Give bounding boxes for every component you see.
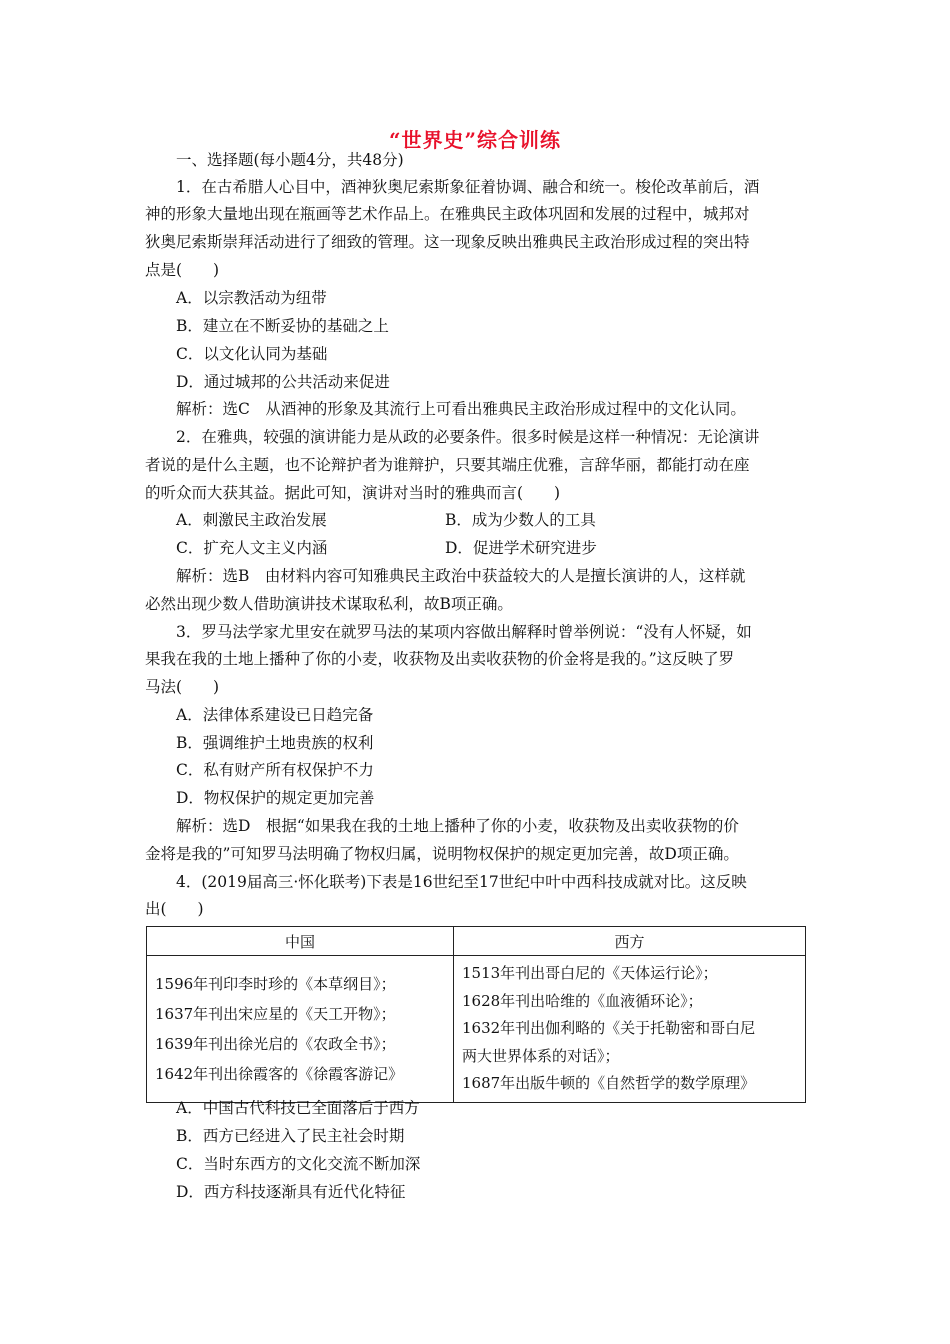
q1-option-d: D．通过城邦的公共活动来促进: [176, 373, 390, 391]
q3-analysis-line: 金将是我的”可知罗马法明确了物权归属，说明物权保护的规定更加完善，故D项正确。: [145, 845, 739, 863]
comparison-table: [146, 926, 806, 1103]
q4-option-b: B．西方已经进入了民主社会时期: [176, 1127, 405, 1145]
q1-option-c: C．以文化认同为基础: [176, 345, 328, 363]
section-heading: 一、选择题(每小题4分，共48分): [176, 151, 404, 169]
q1-option-a: A．以宗教活动为纽带: [176, 289, 327, 307]
table-row: [147, 956, 806, 1103]
q3-stem-line: 果我在我的土地上播种了你的小麦，收获物及出卖收获物的价金将是我的。”这反映了罗: [145, 650, 735, 668]
q4-option-a: A．中国古代科技已全面落后于西方: [176, 1099, 420, 1117]
q4-option-d: D．西方科技逐渐具有近代化特征: [176, 1183, 406, 1201]
table-header-row: [147, 927, 806, 956]
china-item: 1639年刊出徐光启的《农政全书》；: [155, 1034, 396, 1053]
q2-option-c: C．扩充人文主义内涵: [176, 539, 328, 557]
header-china: 中国: [147, 927, 454, 956]
q3-option-d: D．物权保护的规定更加完善: [176, 789, 375, 807]
page-title: “世界史”综合训练: [388, 128, 561, 152]
q1-option-b: B．建立在不断妥协的基础之上: [176, 317, 389, 335]
west-cell: [454, 956, 806, 1103]
q4-stem-line: 出( ): [145, 900, 204, 918]
q4-stem-line: 4．(2019届高三·怀化联考)下表是16世纪至17世纪中叶中西科技成就对比。这反映: [176, 873, 747, 891]
header-west: 西方: [454, 927, 806, 956]
q3-analysis-line: 解析：选D 根据“如果我在我的土地上播种了你的小麦，收获物及出卖收获物的价: [176, 817, 739, 835]
q2-analysis-line: 必然出现少数人借助演讲技术谋取私利，故B项正确。: [145, 595, 513, 613]
q2-option-a: A．刺激民主政治发展: [176, 511, 327, 529]
q3-stem-line: 3．罗马法学家尤里安在就罗马法的某项内容做出解释时曾举例说：“没有人怀疑，如: [176, 623, 752, 641]
west-item: 1513年刊出哥白尼的《天体运行论》；: [462, 964, 718, 982]
q4-option-c: C．当时东西方的文化交流不断加深: [176, 1155, 421, 1173]
q3-stem-line: 马法( ): [145, 678, 220, 696]
q1-stem-line: 狄奥尼索斯崇拜活动进行了细致的管理。这一现象反映出雅典民主政治形成过程的突出特: [145, 233, 750, 251]
west-item: 1687年出版牛顿的《自然哲学的数学原理》: [462, 1074, 756, 1092]
q2-option-b: B．成为少数人的工具: [445, 511, 596, 529]
west-item: 两大世界体系的对话》；: [462, 1046, 620, 1065]
q3-option-b: B．强调维护土地贵族的权利: [176, 734, 374, 752]
q2-stem-line: 的听众而大获其益。据此可知，演讲对当时的雅典而言( ): [145, 484, 561, 502]
q1-stem-line: 点是( ): [145, 261, 220, 279]
china-item: 1642年刊出徐霞客的《徐霞客游记》: [155, 1064, 404, 1083]
q1-stem-line: 1．在古希腊人心目中，酒神狄奥尼索斯象征着协调、融合和统一。梭伦改革前后，酒: [176, 178, 760, 196]
china-item: 1596年刊印李时珍的《本草纲目》；: [155, 974, 396, 993]
q2-option-d: D．促进学术研究进步: [445, 539, 597, 557]
q1-analysis: 解析：选C 从酒神的形象及其流行上可看出雅典民主政治形成过程中的文化认同。: [176, 400, 746, 418]
q3-option-a: A．法律体系建设已日趋完备: [176, 706, 374, 724]
q2-stem-line: 2．在雅典，较强的演讲能力是从政的必要条件。很多时候是这样一种情况：无论演讲: [176, 428, 760, 446]
q1-stem-line: 神的形象大量地出现在瓶画等艺术作品上。在雅典民主政体巩固和发展的过程中，城邦对: [145, 205, 750, 223]
china-item: 1637年刊出宋应星的《天工开物》；: [155, 1004, 396, 1023]
q3-option-c: C．私有财产所有权保护不力: [176, 761, 374, 779]
q2-analysis-line: 解析：选B 由材料内容可知雅典民主政治中获益较大的人是擅长演讲的人，这样就: [176, 567, 746, 585]
west-item: 1632年刊出伽利略的《关于托勒密和哥白尼: [462, 1019, 756, 1037]
q2-stem-line: 者说的是什么主题，也不论辩护者为谁辩护，只要其端庄优雅，言辞华丽，都能打动在座: [145, 456, 750, 474]
west-item: 1628年刊出哈维的《血液循环论》；: [462, 991, 703, 1010]
china-cell: [147, 956, 454, 1103]
